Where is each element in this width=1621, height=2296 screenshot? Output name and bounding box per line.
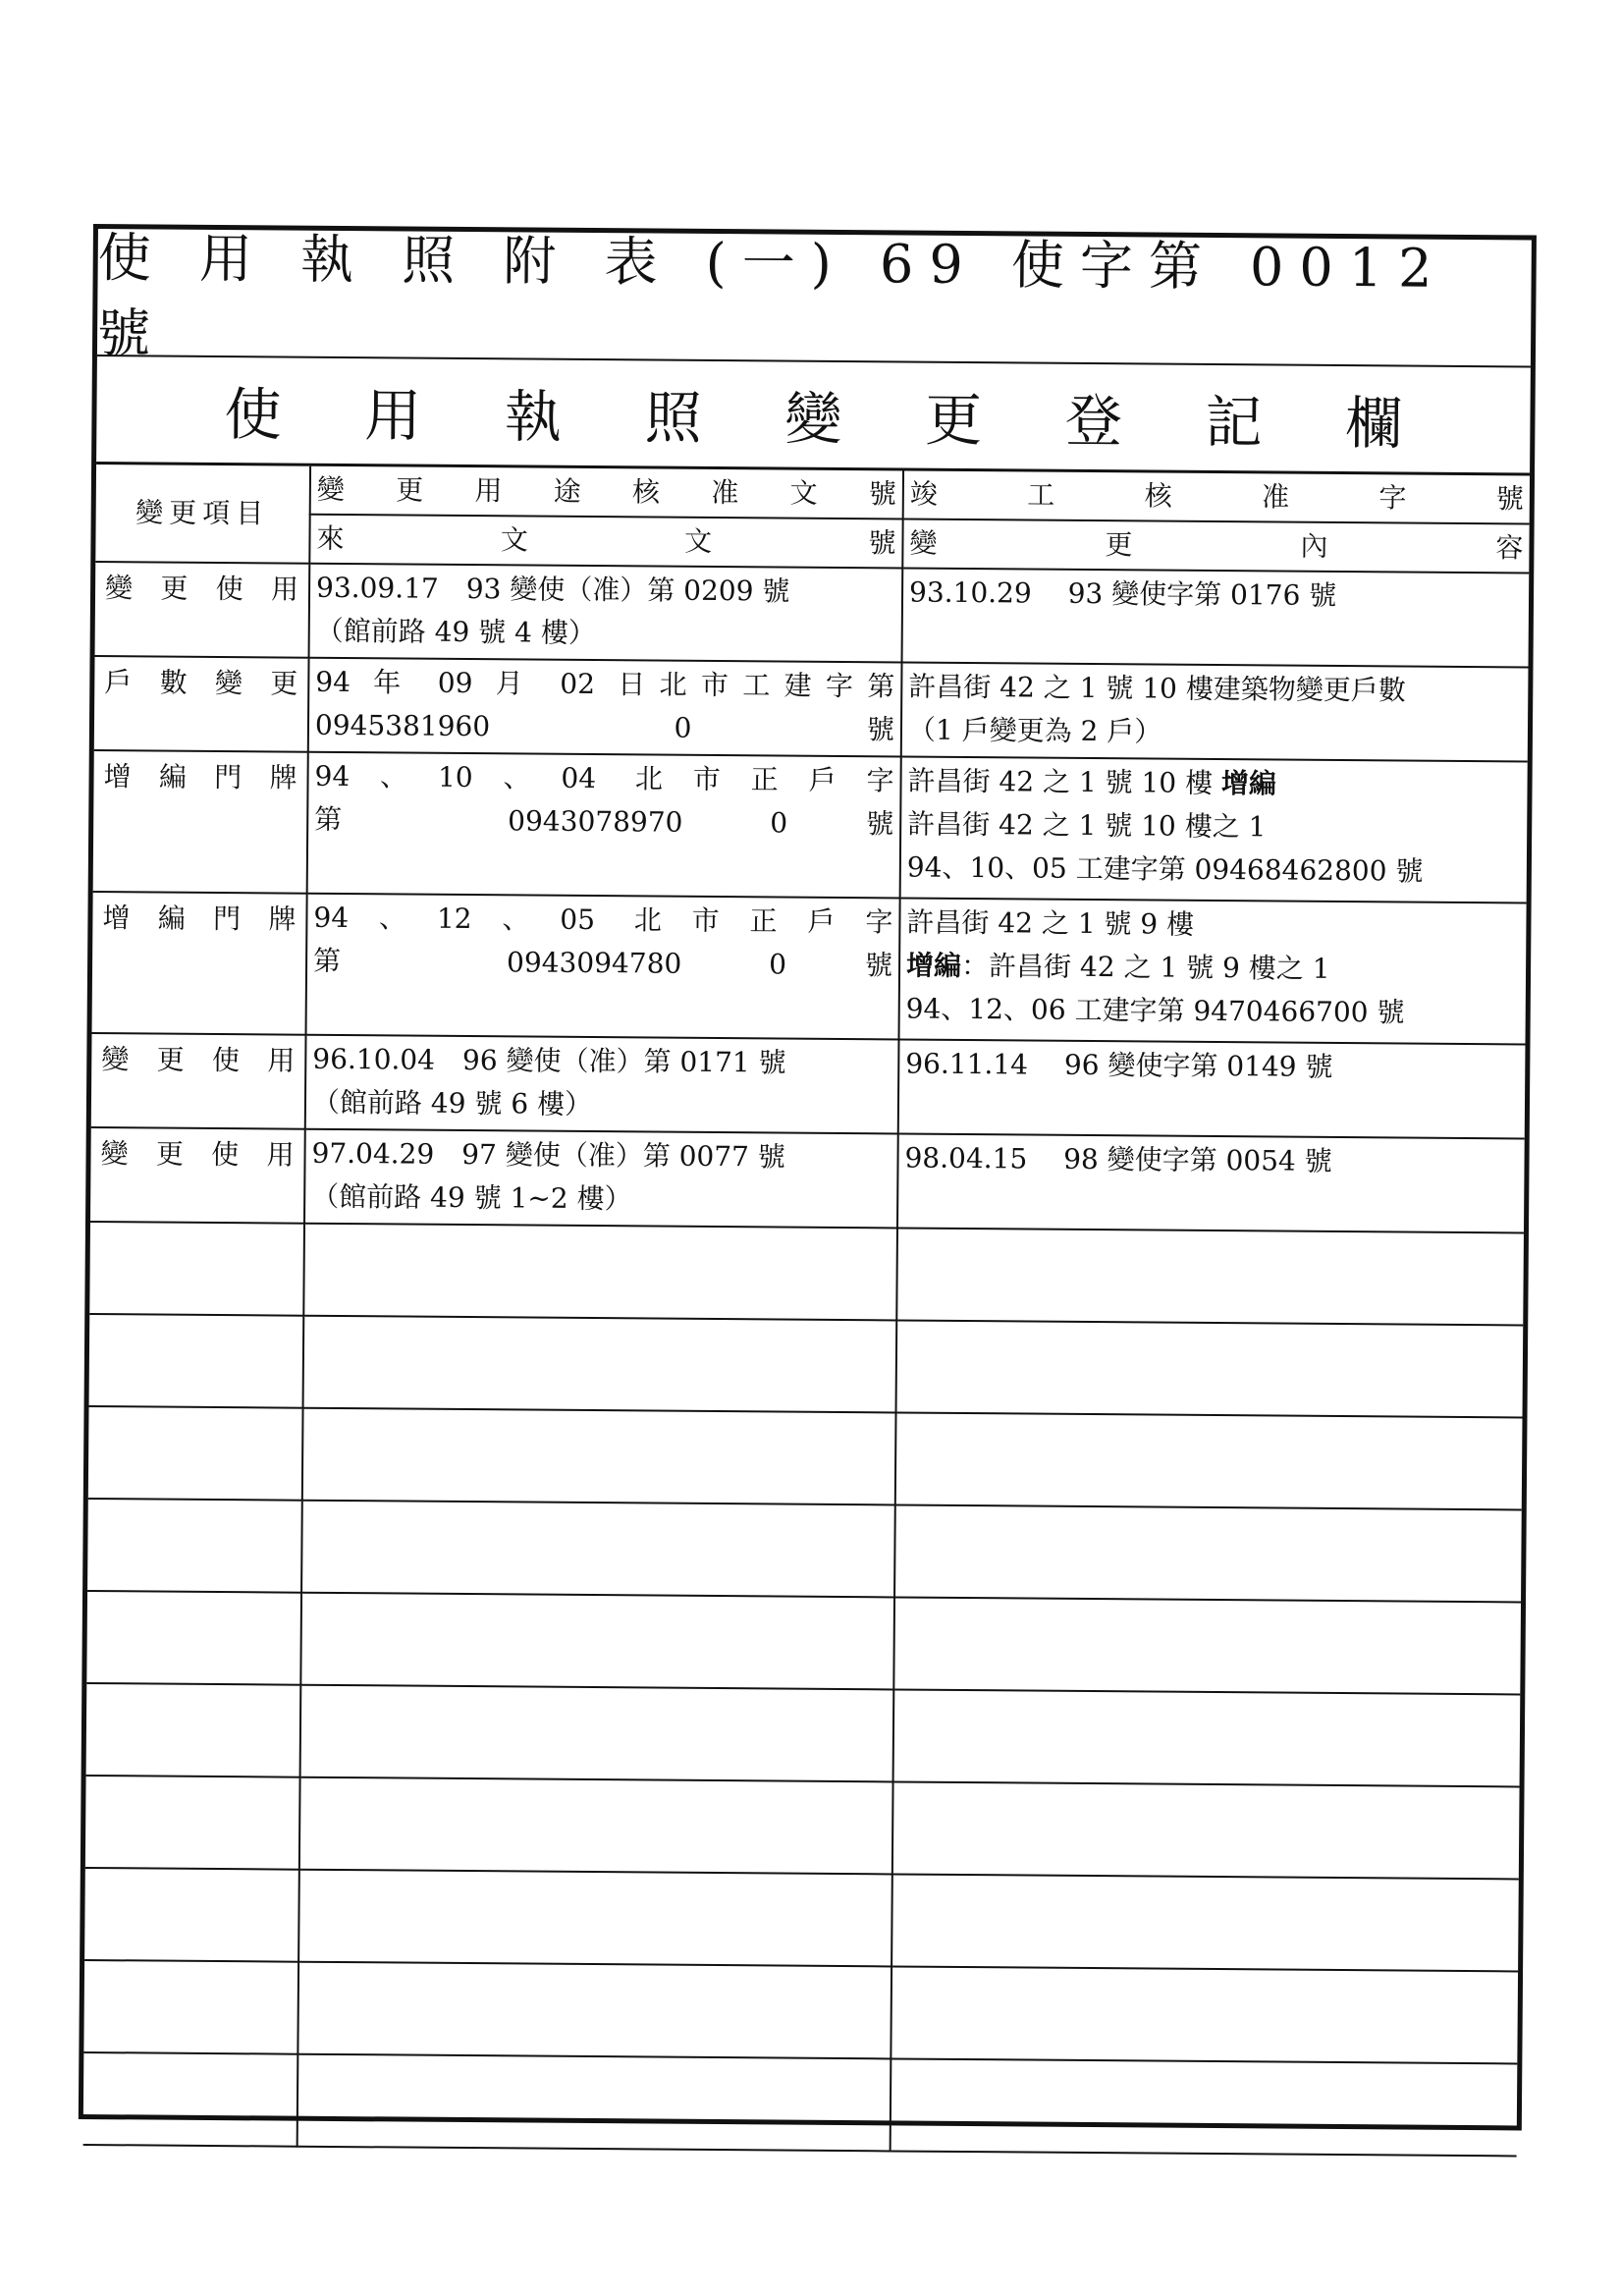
row-item: 變更使用 <box>91 1033 306 1129</box>
empty-cell <box>299 1777 893 1875</box>
table-row <box>93 750 1528 902</box>
section-title-char: 更 <box>924 386 983 454</box>
empty-cell <box>83 1960 298 2054</box>
row-content-line: 許昌街 42 之 1 號 9 樓 <box>906 905 1195 941</box>
row-content-text: 許昌街 42 之 1 號 10 樓 <box>907 764 1214 799</box>
section-title-char: 記 <box>1205 388 1263 456</box>
empty-cell <box>894 1504 1522 1602</box>
row-content <box>902 568 1530 667</box>
table-row <box>95 562 1530 667</box>
row-content-line: 94、10、05 工建字第 09468462800 號 <box>906 850 1424 888</box>
empty-cell <box>297 2054 892 2152</box>
row-item: 增編門牌 <box>92 892 307 1035</box>
empty-cell <box>892 1874 1519 1971</box>
header-item: 變更項目 <box>95 465 310 564</box>
empty-cell <box>892 1781 1520 1879</box>
empty-cell <box>893 1689 1521 1786</box>
empty-cell <box>85 1776 300 1870</box>
row-doc-line: 第 0943078970 0號 <box>314 802 894 841</box>
row-doc <box>305 1035 899 1134</box>
section-title-char: 照 <box>644 383 702 452</box>
row-doc-line: 94、10、04 北市正戶字 <box>314 759 894 797</box>
section-title-char: 登 <box>1064 387 1123 455</box>
row-doc-line: （館前路 49 號 6 樓） <box>311 1085 593 1121</box>
table-row-empty <box>88 1406 1523 1509</box>
row-doc <box>304 1129 898 1229</box>
row-item: 增編門牌 <box>93 750 308 894</box>
table-row-empty <box>87 1499 1522 1602</box>
row-doc-line: 0945381960 0號 <box>314 708 895 746</box>
row-doc-line: 97.04.29 97 變使（准）第 0077 號 <box>311 1136 785 1174</box>
empty-cell <box>303 1316 897 1413</box>
row-doc-line: 93.09.17 93 變使（准）第 0209 號 <box>315 571 790 608</box>
register-sheet <box>79 224 1537 2130</box>
empty-cell <box>301 1501 895 1598</box>
row-item: 戶數變更 <box>94 656 309 752</box>
section-title-char: 用 <box>363 381 422 450</box>
row-content-tag: 增編 <box>1220 767 1277 800</box>
empty-cell <box>893 1597 1521 1694</box>
section-title-char: 變 <box>784 385 842 453</box>
header-change-content: 變更內容 <box>902 519 1529 573</box>
row-content-text: ：許昌街 42 之 1 號 9 樓之 1 <box>960 949 1330 985</box>
row-doc-line: 94、12、05 北市正戶字 <box>313 901 893 939</box>
row-content-line: 許昌街 42 之 1 號 10 樓建築物變更戶數 <box>908 670 1406 707</box>
empty-cell <box>298 1870 892 1967</box>
table-row-empty <box>83 1960 1518 2063</box>
empty-cell <box>302 1408 896 1505</box>
empty-cell <box>297 1962 892 2059</box>
register-table <box>83 465 1530 2157</box>
table-row-empty <box>86 1591 1521 1694</box>
empty-cell <box>300 1685 894 1782</box>
table-row-empty <box>86 1683 1521 1786</box>
empty-cell <box>83 2052 298 2147</box>
section-title-char: 執 <box>504 382 563 451</box>
row-doc-line: 94 年 09 月 02 日北市工建字第 <box>315 665 895 703</box>
row-doc-line: 第 0943094780 0號 <box>312 944 893 982</box>
row-content-line: 98.04.15 98 變使字第 0054 號 <box>904 1141 1332 1177</box>
table-row-empty <box>84 1868 1519 1971</box>
row-content <box>898 1039 1526 1138</box>
row-content-line: （1 戶變更為 2 戶） <box>907 713 1162 748</box>
row-content <box>901 662 1529 761</box>
row-content <box>900 756 1528 902</box>
section-title-char: 使 <box>224 380 282 449</box>
empty-cell <box>88 1406 303 1501</box>
empty-cell <box>86 1591 301 1685</box>
row-content <box>897 1133 1525 1232</box>
table-row-empty <box>83 2052 1518 2156</box>
empty-cell <box>891 1966 1518 2063</box>
header-approval-doc-no: 變更用途核准文號 <box>310 466 903 519</box>
empty-cell <box>896 1320 1524 1417</box>
row-doc-line: 96.10.04 96 變使（准）第 0171 號 <box>312 1042 786 1079</box>
row-content-tag: 增編 <box>905 949 962 982</box>
row-content <box>899 898 1527 1044</box>
row-item: 變更使用 <box>90 1127 305 1224</box>
row-item: 變更使用 <box>95 562 310 658</box>
empty-cell <box>87 1499 302 1593</box>
row-doc <box>309 564 903 663</box>
page-title: 使 用 執 照 附 表 (一) 69 使字第 0012 號 <box>97 229 1532 367</box>
table-row <box>91 1033 1526 1138</box>
empty-cell <box>300 1593 894 1690</box>
empty-cell <box>303 1224 897 1321</box>
table-row <box>92 892 1527 1044</box>
empty-cell <box>86 1683 301 1777</box>
empty-cell <box>895 1412 1523 1509</box>
empty-cell <box>896 1228 1524 1325</box>
table-row-empty <box>89 1222 1524 1325</box>
register-table-wrap <box>83 465 1530 2125</box>
header-incoming-doc-no: 來文文號 <box>309 515 902 569</box>
row-content-line <box>906 945 1520 993</box>
row-doc <box>307 752 901 899</box>
row-content-line <box>907 760 1521 808</box>
row-content-line: 許昌街 42 之 1 號 10 樓之 1 <box>907 807 1267 844</box>
table-row-empty <box>89 1314 1524 1417</box>
empty-cell <box>89 1314 304 1408</box>
row-content-line: 93.10.29 93 變使字第 0176 號 <box>908 575 1337 612</box>
header-completion-no: 竣工核准字號 <box>903 470 1530 523</box>
row-doc-line: （館前路 49 號 4 樓） <box>315 614 596 650</box>
section-title <box>96 355 1531 475</box>
table-row <box>90 1127 1525 1232</box>
row-doc <box>308 658 902 757</box>
row-doc <box>306 894 900 1040</box>
empty-cell <box>84 1868 299 1962</box>
table-row-empty <box>85 1776 1520 1879</box>
row-doc-line: （館前路 49 號 1~2 樓） <box>311 1179 632 1216</box>
row-content-line: 96.11.14 96 變使字第 0149 號 <box>905 1047 1333 1083</box>
row-content-line: 94、12、06 工建字第 9470466700 號 <box>905 992 1405 1029</box>
empty-cell <box>891 2058 1518 2156</box>
section-title-char: 欄 <box>1345 389 1403 457</box>
table-row <box>94 656 1529 761</box>
empty-cell <box>89 1222 304 1316</box>
